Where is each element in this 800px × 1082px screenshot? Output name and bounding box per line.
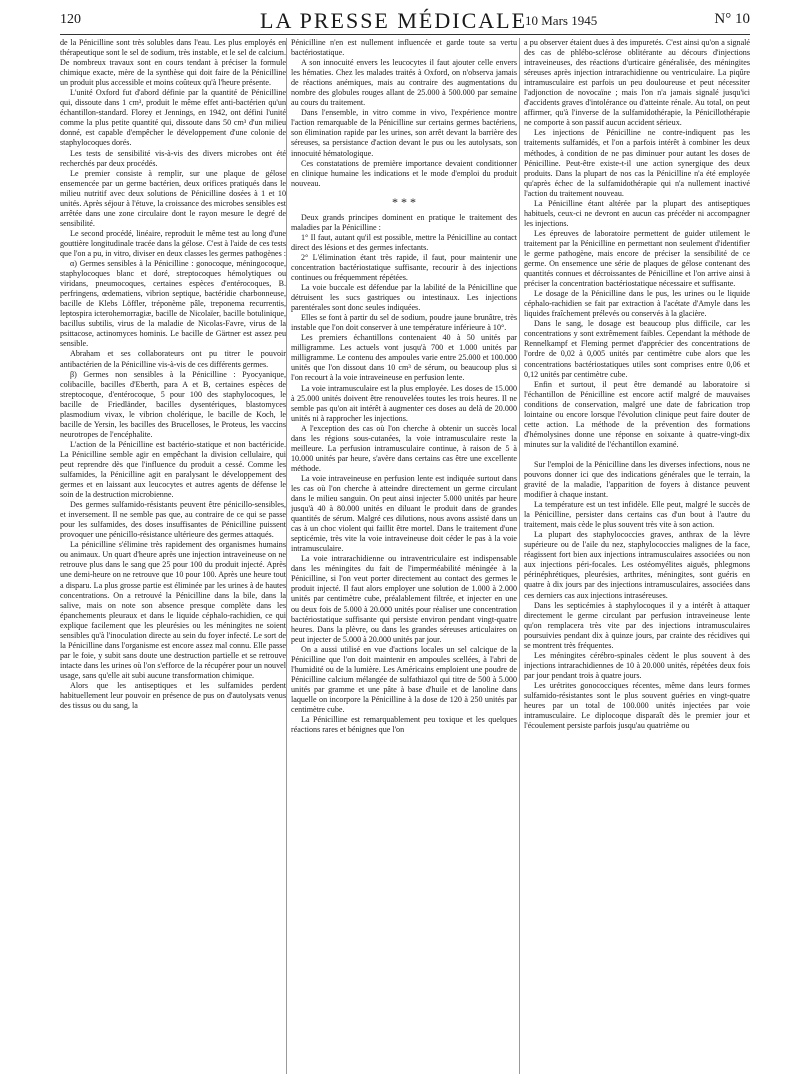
paragraph: 2° L'élimination étant très rapide, il faut, pour maintenir une concentration bactériostatique suffisante, recourir à des injections continues ou fréquemment répétées.: [291, 252, 517, 282]
header-rule: [60, 34, 750, 35]
paragraph: Enfin et surtout, il peut être demandé au laboratoire si l'échantillon de Pénicilline est encore actif malgré de mauvaises conditions de conservation, malgré une date de fabrication trop lointaine ou encore lorsque l'évolution clinique peut faire douter de cette action. La méthode de la prévention des formations d'hémolysines donne une réponse en soixante à quatre-vingt-dix minutes sur la validité de l'échantillon examiné.: [524, 379, 750, 449]
paragraph: Les urétrites gonococciques récentes, même dans leurs formes sulfamido-résistantes sont le plus souvent guéries en vingt-quatre heures par un total de 100.000 unités injectées par voie intramusculaire. Le diplocoque disparaît dès le premier jour et l'écoulement persiste parfois jusqu'au quatrième ou: [524, 680, 750, 731]
paragraph: La Pénicilline est remarquablement peu toxique et les quelques réactions rares et bénignes que l'on: [291, 715, 517, 735]
paragraph: Sur l'emploi de la Pénicilline dans les diverses infections, nous ne pouvons donner ici que des indications générales que le terrain, la gravité de la maladie, l'apparition de foyers à distance peuvent modifier à chaque instant.: [524, 459, 750, 500]
paragraph: A son innocuité envers les leucocytes il faut ajouter celle envers les hématies. Chez les malades traités à Oxford, on n'observa jamais de réactions anémiques, mais au contraire des augmentations du nombre des globules rouges allant de 25.000 à 500.000 par semaine au cours du traitement.: [291, 58, 517, 108]
paragraph: On a aussi utilisé en vue d'actions locales un sel calcique de la Pénicilline que l'on doit maintenir en ampoules scellées, à l'abri de l'humidité ou de la lumière. Les Américains emploient une poudre de Pénicilline calcium mélangée de sulfathiazol qui titre de 500 à 5.000 unités par gramme et une pâte à base d'huile et de lanoline dans laquelle on incorpore la Pénicilline à la dose de 120 à 250 unités par centimètre cube.: [291, 644, 517, 714]
column-divider: [519, 38, 520, 1074]
paragraph: α) Germes sensibles à la Pénicilline : gonocoque, méningocoque, staphylocoques blanc et doré, streptocoques hémolytiques ou viridans, pneumocoques, certaines espèces d'entérocoques, B. perfringens, œdematiens, vibrion septique, bactéridie charbonneuse, bacille de Klebs Löffler, tréponème pâle, treponema recurrentis, leptospira icterohemorragiæ, bacille de Nicolaïer, bacille botulinique, bacillus subtilis, virus de la maladie de Nicolas-Favre, virus de la psittacose, actinomyces hominis. Le bacille de Gärtner est assez peu sensible.: [60, 259, 286, 349]
paragraph: Les injections de Pénicilline ne contre-indiquent pas les traitements sulfamidés, et l'on a parfois intérêt à combiner les deux méthodes, à condition de ne pas diminuer pour autant les doses de Pénicilline. Peut-être existe-t-il une action synergique des deux produits. Dans la plupart de nos cas la Pénicilline n'a été employée qu'après échec de la sulfamidothérapie qui n'a nullement inactivé l'action du traitement nouveau.: [524, 128, 750, 198]
paragraph: Les tests de sensibilité vis-à-vis des divers microbes ont été recherchés par deux procédés.: [60, 148, 286, 168]
paragraph: Dans l'ensemble, in vitro comme in vivo, l'expérience montre l'action remarquable de la Pénicilline sur certains germes bactériens, son élimination rapide par les urines, son arrêt devant la barrière des séreuses, sa persistance d'action devant le pus ou les autolysats, son innocuité hématologique.: [291, 108, 517, 158]
paragraph: Pénicilline n'en est nullement influencée et garde toute sa vertu bactériostatique.: [291, 38, 517, 58]
paragraph: Dans les septicémies à staphylocoques il y a intérêt à attaquer directement le germe circulant par perfusion intraveineuse lente qu'on remplacera très vite par des injections intramusculaires poursuivies pendant dix à quinze jours, par crainte des récidives qui se montrent très fréquentes.: [524, 600, 750, 650]
paragraph: Des germes sulfamido-résistants peuvent être pénicillo-sensibles, et inversement. Il ne semble pas que, au contraire de ce qui se passe pour les sulfamides, des doses insuffisantes de Pénicilline puissent provoquer une pénicillo-résistance ultérieure des germes attaqués.: [60, 500, 286, 540]
paragraph: La pénicilline s'élimine très rapidement des organismes humains ou animaux. Un quart d'heure après une injection intraveineuse on ne retrouve plus dans le sang que 25 pour 100 du produit injecté. Après une demi-heure on ne retrouve que 10 pour 100. Après une heure tout a disparu. La plus grosse partie est éliminée par les urines à de hautes concentrations. On a retrouvé la Pénicilline dans la bile, dans la salive, mais on note son absence presque complète dans les épanchements pleuraux et dans le liquide céphalo-rachidien, ce qui explique facilement que les pleurésies ou les méningites ne soient sensibles qu'à l'inoculation directe au sein du foyer infecté. Le sort de la Pénicilline dans l'organisme est encore assez mal connu. Elle passe par le foie, y subit sans doute une destruction partielle et se retrouve intacte dans les urines où l'on s'efforce de la récupérer pour un nouvel usage, sans qu'elle ait subi aucune transformation chimique.: [60, 540, 286, 680]
paragraph: La voie intrarachidienne ou intraventriculaire est indispensable dans les méningites du fait de l'imperméabilité méningée à la Pénicilline, si l'on veut porter directement au contact des germes le produit injecté. Il faut alors employer une solution de 1.000 à 2.000 unités par centimètre cube, préalablement filtrée, et injecter en une ou deux fois de 5.000 à 20.000 unités pour réaliser une concentration bactériostatique suffisante qui persiste environ pendant vingt-quatre heures. Dans la plèvre, ou dans les grandes séreuses articulaires on peut injecter de 5.000 à 20.000 unités par jour.: [291, 554, 517, 644]
page-header: [60, 6, 750, 34]
paragraph: La voie buccale est défendue par la labilité de la Pénicilline que détruisent les sucs gastriques ou intestinaux. Les injections parentérales sont donc seules indiquées.: [291, 283, 517, 313]
paragraph: La voie intramusculaire est la plus employée. Les doses de 15.000 à 25.000 unités doivent être renouvelées toutes les trois heures. Il ne semble pas qu'on ait intérêt à augmenter ces doses au delà de 20.000 unités ni à rapprocher les injections.: [291, 383, 517, 423]
paragraph: Le dosage de la Pénicilline dans le pus, les urines ou le liquide céphalo-rachidien se fait par extraction à l'acétate d'Amyle dans les liquides fraîchement prélevés ou conservés à la glacière.: [524, 289, 750, 319]
page-number: 120: [60, 12, 81, 27]
paragraph: Ces constatations de première importance devaient conditionner en clinique humaine les indications et le mode d'emploi du produit nouveau.: [291, 158, 517, 188]
paragraph: L'unité Oxford fut d'abord définie par la quantité de Pénicilline qui, dissoute dans 1 cm³, produit le même effet anti-bactérien qu'un échantillon-standard. Florey et Jennings, en 1942, ont défini l'unité comme la plus petite quantité qui, dissoute dans 50 cm³ d'un milieu donné, est capable d'empêcher le développement d'une colonie de staphylocoques dorés.: [60, 88, 286, 148]
journal-title: LA PRESSE MÉDICALE: [260, 8, 528, 33]
column-divider: [286, 38, 287, 1074]
paragraph: Les premiers échantillons contenaient 40 à 50 unités par milligramme. Les actuels vont jusqu'à 700 et 1.000 unités par milligramme. Le contenu des ampoules varie entre 25.000 et 100.000 unités que l'on dissout dans 10 cm³ de sérum, ou beaucoup plus si l'on recourt à la voie intraveineuse en perfusion lente.: [291, 333, 517, 383]
section-separator: * * *: [392, 194, 416, 209]
paragraph: a pu observer étaient dues à des impuretés. C'est ainsi qu'on a signalé des cas de phlébo-sclérose oblitérante au décours d'injections intraveineuses, des réactions d'urticaire généralisée, des méningites séreuses après injection intrarachidienne ou ventriculaire. La piqûre intramusculaire est parfois un peu douloureuse et peut nécessiter l'adjonction de novocaïne ; mais l'on n'a jamais signalé jusqu'ici d'accidents graves d'intolérance ou d'atteinte rénale. Au total, on peut affirmer, qu'à l'inverse de la sulfamidothérapie, la Pénicillothérapie ne comporte à son passif aucun accident sérieux.: [524, 38, 750, 128]
column-3: [524, 38, 750, 1074]
paragraph: Abraham et ses collaborateurs ont pu titrer le pouvoir antibactérien de la Pénicilline vis-à-vis de ces différents germes.: [60, 349, 286, 369]
column-2: [291, 38, 517, 1074]
issue-date: 10 Mars 1945: [525, 13, 598, 28]
paragraph: Alors que les antiseptiques et les sulfamides perdent habituellement leur pouvoir en présence de pus on d'autolysats venus des tissus ou du sang, la: [60, 681, 286, 711]
paragraph: β) Germes non sensibles à la Pénicilline : Pyocyanique, colibacille, bacilles d'Eberth, para A et B, certaines espèces de streptocoque, d'entérocoque, 5 pour 100 des staphylocoques, le bacille de Friedländer, bacilles dysentériques, blastomyces plasmodium vivax, le vibrion cholérique, le bacille de Koch, le bacille de Yersin, les bacilles des Brucelloses, le Proteus, les vaccins neurotropes de l'encéphalite.: [60, 369, 286, 439]
paragraph: La voie intraveineuse en perfusion lente est indiquée surtout dans les cas où l'on cherche à atteindre directement un germe circulant dans le milieu sanguin. On peut ainsi injecter 5.000 unités par heure jusqu'à 40 à 80.000 unités en diluant le produit dans de grandes quantités de sérum. Malgré ces dilutions, nous avons assisté dans un cas à un choc violent qui faillit être mortel. Dans le traitement d'une septicémie, très vite la voie intraveineuse doit céder le pas à la voie intramusculaire.: [291, 473, 517, 554]
paragraph: 1° Il faut, autant qu'il est possible, mettre la Pénicilline au contact direct des lésions et des germes infectants.: [291, 232, 517, 252]
paragraph: L'action de la Pénicilline est bactério-statique et non bactéricide. La Pénicilline semble agir en empêchant la division cellulaire, qui peut reprendre dès que l'influence du produit a cessé. Comme les sulfamides, la Pénicilline agit en paralysant le développement des germes et en laissant aux leucocytes et autres agents de défense le soin de la destruction microbienne.: [60, 439, 286, 500]
column-1: [60, 38, 286, 1074]
paragraph: Les méningites cérébro-spinales cèdent le plus souvent à des injections intrarachidiennes de 10 à 20.000 unités, répétées deux fois par jour pendant trois à quatre jours.: [524, 650, 750, 680]
paragraph: de la Pénicilline sont très solubles dans l'eau. Les plus employés en thérapeutique sont le sel de sodium, très instable, et le sel de calcium. De nombreux travaux sont en cours tendant à préciser la formule chimique exacte, mère de la synthèse qui doit faire de la Pénicilline un produit plus accessible et moins coûteux qu'à l'heure présente.: [60, 38, 286, 88]
paragraph: La Pénicilline étant altérée par la plupart des antiseptiques habituels, ceux-ci ne devront en aucun cas précéder ni accompagner les injections.: [524, 198, 750, 228]
issue-number: N° 10: [714, 11, 750, 27]
paragraph: La plupart des staphylococcies graves, anthrax de la lèvre supérieure ou de l'aile du nez, staphylococcies malignes de la face, réagissent fort bien aux injections intramusculaires associées ou non aux injections péri-focales. Les ostéomyélites aiguës, phlegmons périnéphrétiques, pleurésies, arthrites, méningites, sont guéris en quatre à dix jours par des injections intramusculaires, associées dans ces derniers cas aux injections intraséreuses.: [524, 530, 750, 600]
paragraph: Dans le sang, le dosage est beaucoup plus difficile, car les concentrations y sont extrêmement faibles. Cependant la méthode de Rennelkampf et Fleming permet d'apprécier des concentrations de l'ordre de 0,02 à 0,005 unités par centimètre cube alors que les concentrations bactériostatiques utiles sont comprises entre 0,06 et 0,12 unités par centimètre cube.: [524, 319, 750, 379]
paragraph: Le second procédé, linéaire, reproduit le même test au long d'une gouttière longitudinale tracée dans la gélose. C'est à l'aide de ces tests que l'on a pu, in vitro, diviser en deux classes les germes pathogènes :: [60, 228, 286, 258]
paragraph: Elles se font à partir du sel de sodium, poudre jaune brunâtre, très instable que l'on doit conserver à une température inférieure à 10°.: [291, 313, 517, 333]
paragraph: Les épreuves de laboratoire permettent de guider utilement le traitement par la Pénicilline en permettant non seulement d'identifier le germe pathogène, mais encore de préciser la sensibilité de ce germe. On ensemence une série de plaques de gélose contenant des quantités connues et décroissantes de Pénicilline et l'on arrive ainsi à préciser la concentration bactériostatique nécessaire et suffisante.: [524, 228, 750, 289]
paragraph: Deux grands principes dominent en pratique le traitement des maladies par la Pénicilline :: [291, 212, 517, 232]
paragraph: La température est un test infidèle. Elle peut, malgré le succès de la Pénicilline, persister dans certains cas d'un bout à l'autre du traitement, mais cède le plus souvent très vite à son action.: [524, 500, 750, 530]
paragraph: Le premier consiste à remplir, sur une plaque de gélose ensemencée par un germe bactérien, deux orifices pratiqués dans le milieu nutritif avec deux solutions de Pénicilline dosées à 1 et 10 unités. Après séjour à l'étuve, la croissance des microbes sensibles est arrêtée dans une zone circulaire dont le rayon mesure le degré de sensibilité.: [60, 168, 286, 228]
paragraph: A l'exception des cas où l'on cherche à obtenir un succès local dans les régions sous-cutanées, la voie intramusculaire reste la meilleure. La perfusion intramusculaire continue, à raison de 5 à 10.000 unités par heure, s'avère dans certains cas être une excellente méthode.: [291, 423, 517, 473]
